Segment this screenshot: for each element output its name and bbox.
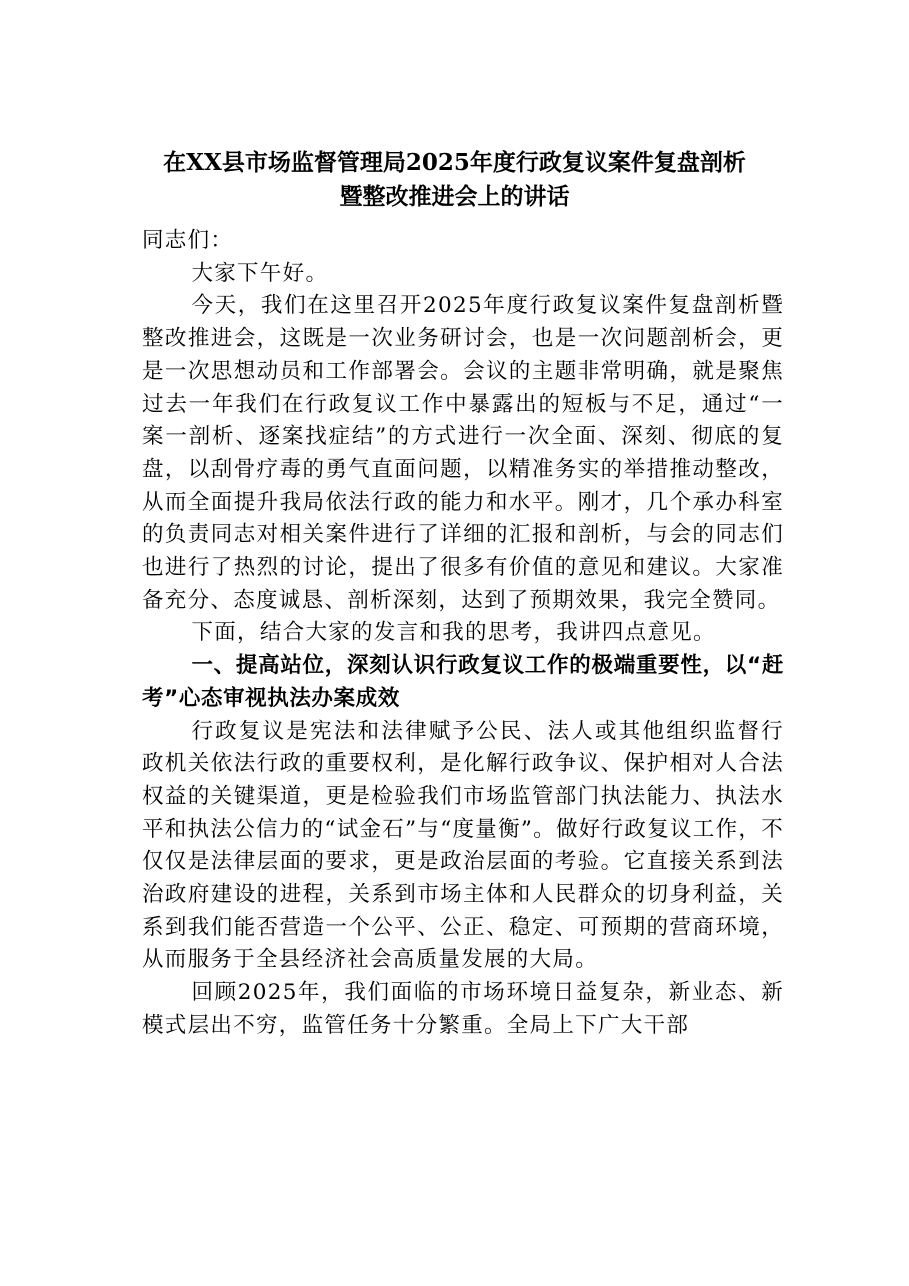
section-1-heading: 一、提高站位，深刻认识行政复议工作的极端重要性，以“赶考”心态审视执法办案成效 [142,653,784,711]
transition-paragraph: 下面，结合大家的发言和我的思考，我讲四点意见。 [191,620,716,646]
intro-paragraph: 今天，我们在这里召开2025年度行政复议案件复盘剖析暨整改推进会，这既是一次业务研讨会，也是一次问题剖析会，更是一次思想动员和工作部署会。会议的主题非常明确，就是聚焦过去一年我们在行政复议工作中暴露出的短板与不足，通过“一案一剖析、逐案找症结”的方式进行一次全面、深刻、彻底的复盘，以刮骨疗毒的勇气直面问题，以精准务实的举措推动整改，从而全面提升我局依法行政的能力和水平。刚才，几个承办科室的负责同志对相关案件进行了详细的汇报和剖析，与会的同志们也进行了热烈的讨论，提出了很多有价值的意见和建议。大家准备充分、态度诚恳、剖析深刻，达到了预期效果，我完全赞同。 [142,293,784,613]
section-1-paragraph-2: 回顾2025年，我们面临的市场环境日益复杂，新业态、新模式层出不穷，监管任务十分繁重。全局上下广大干部 [142,980,784,1038]
document-body [142,225,784,1043]
salutation: 同志们： [142,228,234,253]
document-title-line-1: 在XX县市场监督管理局2025年度行政复议案件复盘剖析 [163,149,746,176]
section-1-paragraph-1: 行政复议是宪法和法律赋予公民、法人或其他组织监督行政机关依法行政的重要权利，是化解行政争议、保护相对人合法权益的关键渠道，更是检验我们市场监管部门执法能力、执法水平和执法公信力的“试金石”与“度量衡”。做好行政复议工作，不仅仅是法律层面的要求，更是政治层面的考验。它直接关系到法治政府建设的进程，关系到市场主体和人民群众的切身利益，关系到我们能否营造一个公平、公正、稳定、可预期的营商环境，从而服务于全县经济社会高质量发展的大局。 [142,718,784,973]
greeting-paragraph: 大家下午好。 [191,260,329,286]
document-title-line-2: 暨整改推进会上的讲话 [339,183,570,210]
